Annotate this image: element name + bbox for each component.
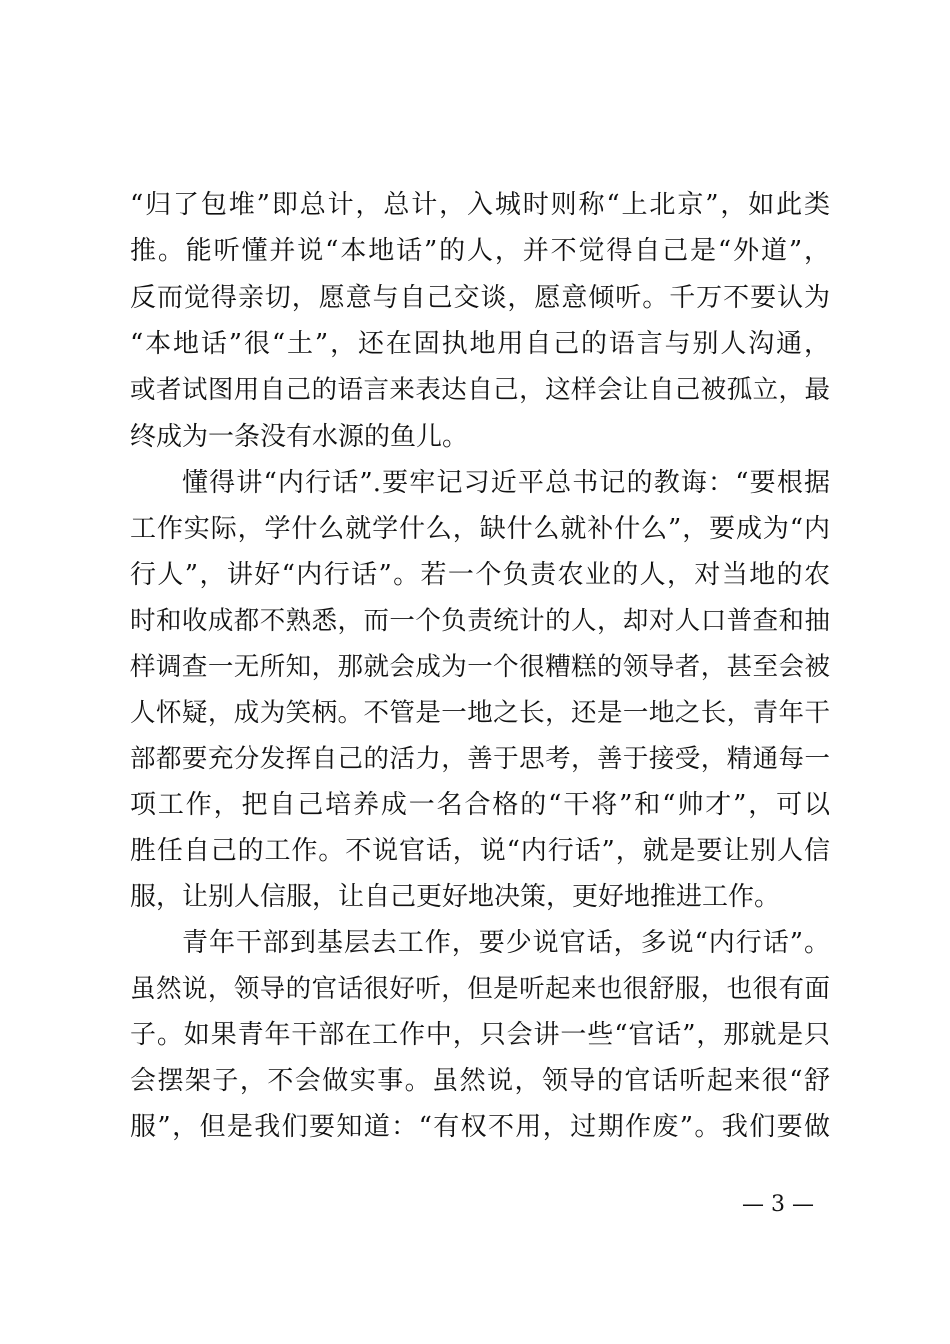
text-line: 会摆架子，不会做实事。虽然说，领导的官话听起来很“舒 [130,1066,830,1096]
text-line: 服，让别人信服，让自己更好地决策，更好地推进工作。 [130,882,781,912]
text-line: 部都要充分发挥自己的活力，善于思考，善于接受，精通每一 [130,744,830,774]
text-line: 工作实际，学什么就学什么，缺什么就补什么”，要成为“内 [130,514,830,544]
text-line: 人怀疑，成为笑柄。不管是一地之长，还是一地之长，青年干 [130,698,830,728]
text-line: 项工作，把自己培养成一名合格的“干将”和“帅才”，可以 [130,790,830,820]
text-line: 行人”，讲好“内行话”。若一个负责农业的人，对当地的农 [130,560,830,590]
text-line: 懂得讲“内行话”.要牢记习近平总书记的教诲：“要根据 [182,468,830,498]
text-line: 胜任自己的工作。不说官话，说“内行话”，就是要让别人信 [130,836,830,866]
text-line: 或者试图用自己的语言来表达自己，这样会让自己被孤立，最 [130,375,830,405]
text-line: 青年干部到基层去工作，要少说官话，多说“内行话”。 [182,928,830,958]
text-line: “归了包堆”即总计，总计，入城时则称“上北京”，如此类 [130,190,830,220]
text-line: 子。如果青年干部在工作中，只会讲一些“官话”，那就是只 [130,1020,830,1050]
text-line: 虽然说，领导的官话很好听，但是听起来也很舒服，也很有面 [130,974,830,1004]
text-line: 时和收成都不熟悉，而一个负责统计的人，却对人口普查和抽 [130,606,830,636]
page-number: — 3 — [742,1192,814,1217]
text-line: “本地话”很“土”，还在固执地用自己的语言与别人沟通， [130,329,830,359]
text-line: 反而觉得亲切，愿意与自己交谈，愿意倾听。千万不要认为 [130,283,830,313]
text-line: 服”，但是我们要知道：“有权不用，过期作废”。我们要做 [130,1112,830,1142]
text-line: 推。能听懂并说“本地话”的人，并不觉得自己是“外道”， [130,236,830,266]
text-line: 终成为一条没有水源的鱼儿。 [130,422,469,452]
text-line: 样调查一无所知，那就会成为一个很糟糕的领导者，甚至会被 [130,652,830,682]
